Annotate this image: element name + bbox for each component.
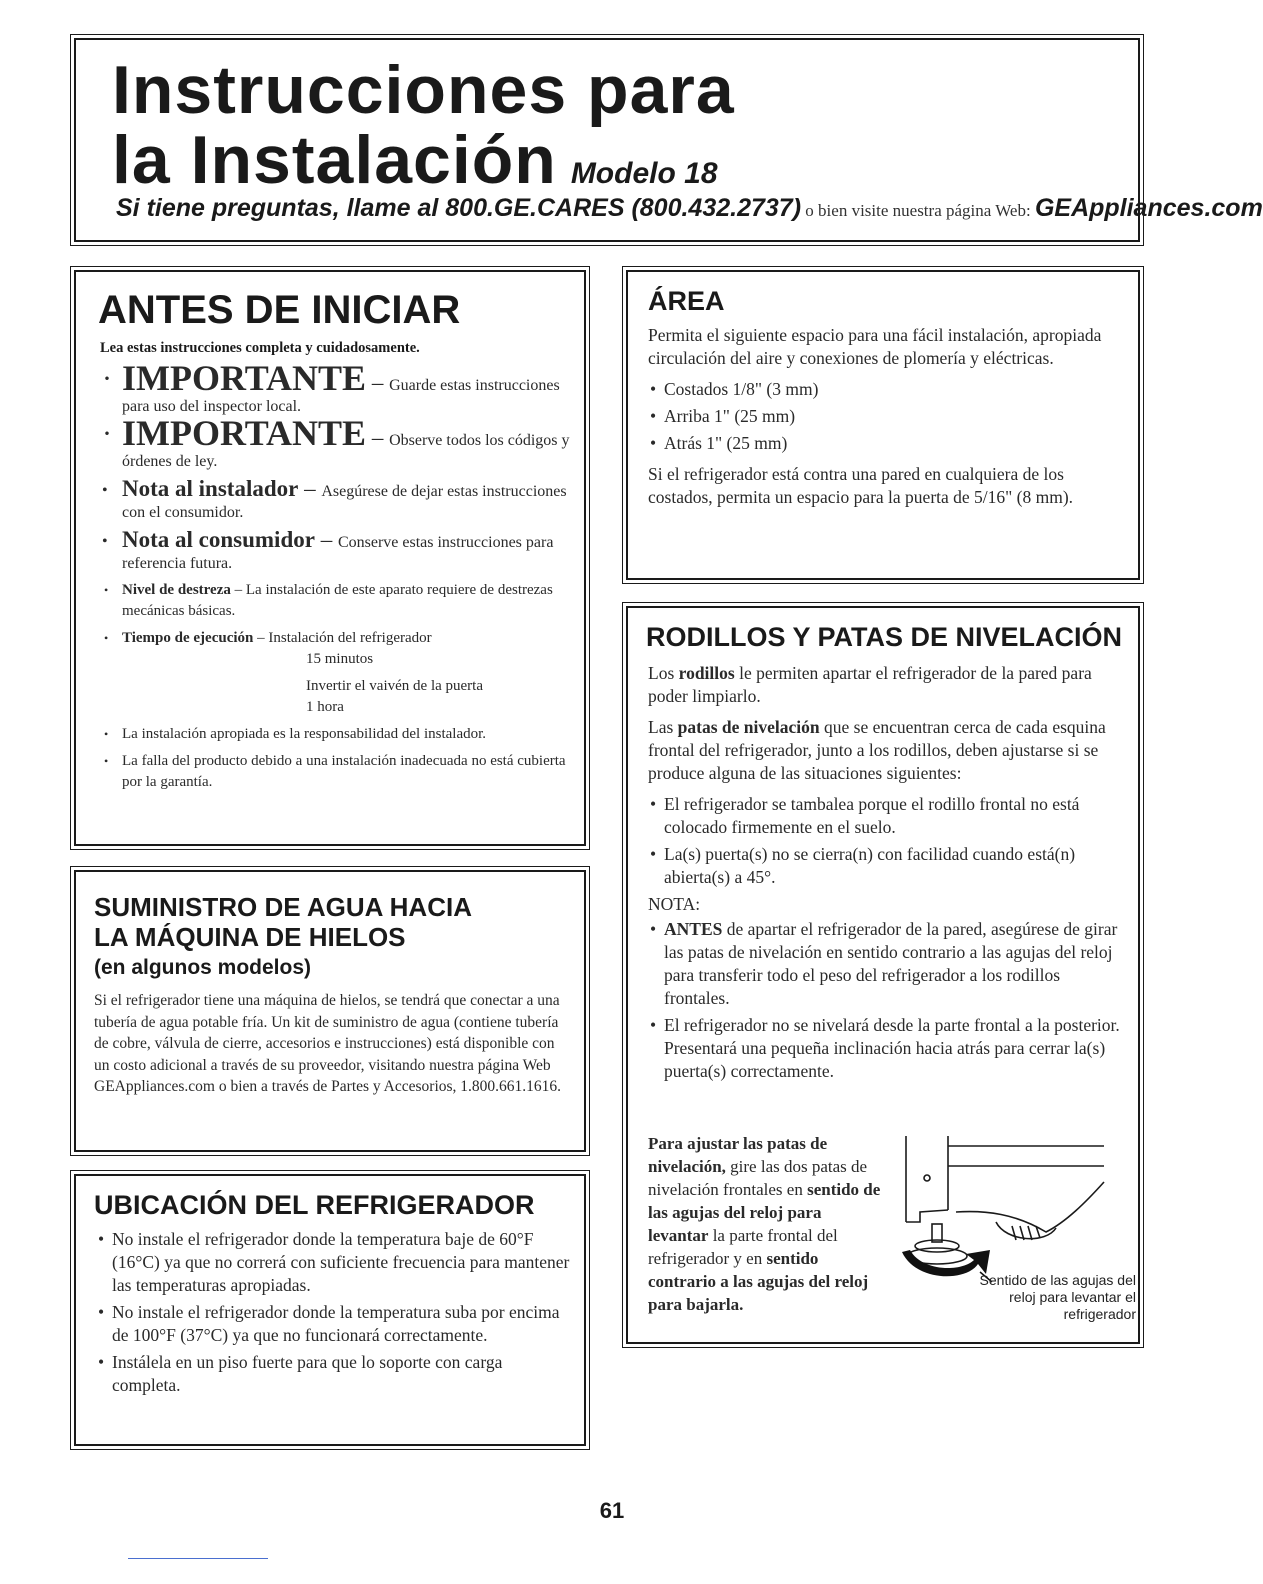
rodillos-p1-bold: rodillos xyxy=(678,663,735,683)
rodillos-item: • El refrigerador se tambalea porque el rodillo frontal no está colocado firmemente en el suelo. xyxy=(648,793,1128,839)
time-2: 1 hora xyxy=(306,699,344,715)
rodillos-p2 xyxy=(648,716,1128,785)
rodillos-section xyxy=(626,606,1140,1344)
antes-item-head: IMPORTANTE xyxy=(122,413,367,453)
ubicacion-section xyxy=(74,1174,586,1446)
antes-section xyxy=(74,270,586,846)
suministro-subtitle: (en algunos modelos) xyxy=(94,956,312,979)
contact-line xyxy=(116,194,1263,223)
diagram-caption: Sentido de las agujas del reloj para levantar el refrigerador xyxy=(979,1272,1136,1322)
antes-item-head: IMPORTANTE xyxy=(122,358,367,398)
rodillos-p2-post: que se encuentran cerca de cada esquina frontal del refrigerador, junto a los rodillos, deben ajustarse si se produce alguna de las situaciones siguientes: xyxy=(648,717,1106,783)
suministro-title-1: SUMINISTRO DE AGUA HACIA xyxy=(94,892,472,922)
antes-intro: Lea estas instrucciones completa y cuidadosamente. xyxy=(100,340,420,356)
antes-item: · IMPORTANTE – Observe todos los códigos y órdenes de ley. xyxy=(102,413,570,470)
antes-title: ANTES DE INICIAR xyxy=(98,288,461,332)
area-title: ÁREA xyxy=(648,286,725,316)
nota-1-bold: ANTES xyxy=(664,919,723,939)
adjust-b1: Para ajustar las patas de nivelación, xyxy=(648,1134,828,1176)
note-1: La instalación apropiada es la responsabilidad del instalador. xyxy=(122,726,487,742)
area-intro: Permita el siguiente espacio para una fácil instalación, apropiada circulación del aire y conexiones de plomería y eléctricas. xyxy=(648,325,1102,368)
note-item: • La instalación apropiada es la responsabilidad del instalador. xyxy=(104,726,487,742)
rodillos-p1-post: le permiten apartar el refrigerador de la pared para poder limpiarlo. xyxy=(648,663,1092,706)
suministro-title-2: LA MÁQUINA DE HIELOS xyxy=(94,922,406,952)
rodillos-title: RODILLOS Y PATAS DE NIVELACIÓN xyxy=(646,622,1123,652)
antes-list xyxy=(102,358,572,799)
rodillos-p2-pre: Las xyxy=(648,717,678,737)
nota-item-1 xyxy=(648,918,1128,1010)
adjust-t2: la parte frontal del refrigerador y en xyxy=(648,1226,838,1268)
adjust-t1: gire las dos patas de nivelación frontales en xyxy=(648,1157,868,1199)
rodillos-p1-pre: Los xyxy=(648,663,679,683)
title-line-2-text: la Instalación xyxy=(112,122,557,198)
header-box xyxy=(74,38,1263,242)
area-item: • Atrás 1" (25 mm) xyxy=(648,432,1124,455)
adjust-b3: sentido contrario a las agujas del reloj para bajarla. xyxy=(648,1249,869,1314)
ubicacion-title: UBICACIÓN DEL REFRIGERADOR xyxy=(94,1190,535,1220)
ubicacion-item: • No instale el refrigerador donde la temperatura suba por encima de 100°F (37°C) ya que no funcionará correctamente. xyxy=(96,1301,572,1347)
suministro-body: Si el refrigerador tiene una máquina de hielos, se tendrá que conectar a una tubería de agua potable fría. Un kit de suministro de agua (contiene tubería de cobre, válvula de cierre, accesorios e instrucciones) está disponible con un costo adicional a través de su proveedor, visitando nuestra página Web GEAppliances.com o bien a través de Partes y Accesorios, 1.800.661.1616. xyxy=(94,992,562,1095)
website-link[interactable]: GEAppliances.com xyxy=(1034,194,1263,222)
model-label: Modelo 18 xyxy=(570,157,718,190)
antes-item-text: Asegúrese de dejar estas instrucciones con el consumidor. xyxy=(122,483,567,521)
area-note: Si el refrigerador está contra una pared en cualquiera de los costados, permita un espacio para la puerta de 5/16" (8 mm). xyxy=(648,464,1074,507)
antes-item-head: Nota al consumidor xyxy=(122,527,315,552)
bottom-rule xyxy=(128,1558,268,1559)
area-item: • Costados 1/8" (3 mm) xyxy=(648,378,1124,401)
antes-item: · IMPORTANTE – Guarde estas instrucciones para uso del inspector local. xyxy=(102,358,560,415)
antes-item-text: Guarde estas instrucciones para uso del inspector local. xyxy=(122,377,560,415)
time-2-label: Invertir el vaivén de la puerta xyxy=(306,678,483,694)
phone-text: Si tiene preguntas, llame al 800.GE.CARES (800.432.2737) xyxy=(116,194,802,222)
ubicacion-body xyxy=(96,1228,572,1401)
skill-item: • Nivel de destreza – La instalación de este aparato requiere de destrezas mecánicas básicas. xyxy=(104,582,553,619)
nota-1-text: de apartar el refrigerador de la pared, asegúrese de girar las patas de nivelación en sentido contrario a las agujas del reloj para transferir todo el peso del refrigerador a los rodillos frontales. xyxy=(664,919,1118,1008)
area-item: • Arriba 1" (25 mm) xyxy=(648,405,1124,428)
rodillos-p1 xyxy=(648,662,1128,708)
rodillos-body xyxy=(648,662,1128,1087)
area-body xyxy=(648,324,1124,517)
area-section xyxy=(626,270,1140,580)
suministro-section xyxy=(74,870,586,1152)
nota-item-2: • El refrigerador no se nivelará desde la parte frontal a la posterior. Presentará una pequeña inclinación hacia atrás para cerrar la(s) puerta(s) correctamente. xyxy=(648,1014,1128,1083)
time-text: Instalación del refrigerador xyxy=(268,630,432,646)
adjust-b2: sentido de las agujas del reloj para levantar xyxy=(648,1180,881,1245)
skill-head: Nivel de destreza xyxy=(122,582,231,598)
base-contour xyxy=(956,1182,1104,1232)
antes-item-text: Observe todos los códigos y órdenes de ley. xyxy=(122,432,570,470)
nota-label: NOTA: xyxy=(648,894,701,914)
rodillos-p2-bold: patas de nivelación xyxy=(677,717,820,737)
note-item: • La falla del producto debido a una instalación inadecuada no está cubierta por la garantía. xyxy=(104,753,566,790)
antes-item: • Nota al instalador – Asegúrese de dejar estas instrucciones con el consumidor. xyxy=(102,476,567,521)
note-2: La falla del producto debido a una instalación inadecuada no está cubierta por la garantía. xyxy=(122,753,566,790)
base-bracket xyxy=(906,1210,948,1222)
time-item: • Tiempo de ejecución – Instalación del refrigerador 15 minutos Invertir el vaivén de la puerta 1 hora xyxy=(102,628,572,718)
hole xyxy=(924,1175,930,1181)
roller xyxy=(996,1222,1056,1239)
page-number: 61 xyxy=(599,1498,625,1523)
time-1: 15 minutos xyxy=(306,651,374,667)
antes-item: • Nota al consumidor – Conserve estas instrucciones para referencia futura. xyxy=(102,527,554,572)
antes-item-text: Conserve estas instrucciones para referencia futura. xyxy=(122,534,554,572)
ubicacion-item: • Instálela en un piso fuerte para que lo soporte con carga completa. xyxy=(96,1351,572,1397)
contact-middle: o bien visite nuestra página Web: xyxy=(801,201,1035,220)
adjust-instructions xyxy=(648,1132,884,1316)
skill-text: La instalación de este aparato requiere de destrezas mecánicas básicas. xyxy=(122,582,553,619)
antes-item-head: Nota al instalador xyxy=(122,476,299,501)
time-head: Tiempo de ejecución xyxy=(122,630,254,646)
title-line-1: Instrucciones para xyxy=(112,52,735,128)
rodillos-item: • La(s) puerta(s) no se cierra(n) con facilidad cuando está(n) abierta(s) a 45°. xyxy=(648,843,1128,889)
ubicacion-item: • No instale el refrigerador donde la temperatura baje de 60°F (16°C) ya que no correrá con suficiente frecuencia para mantener las temperaturas apropiadas. xyxy=(96,1228,572,1297)
